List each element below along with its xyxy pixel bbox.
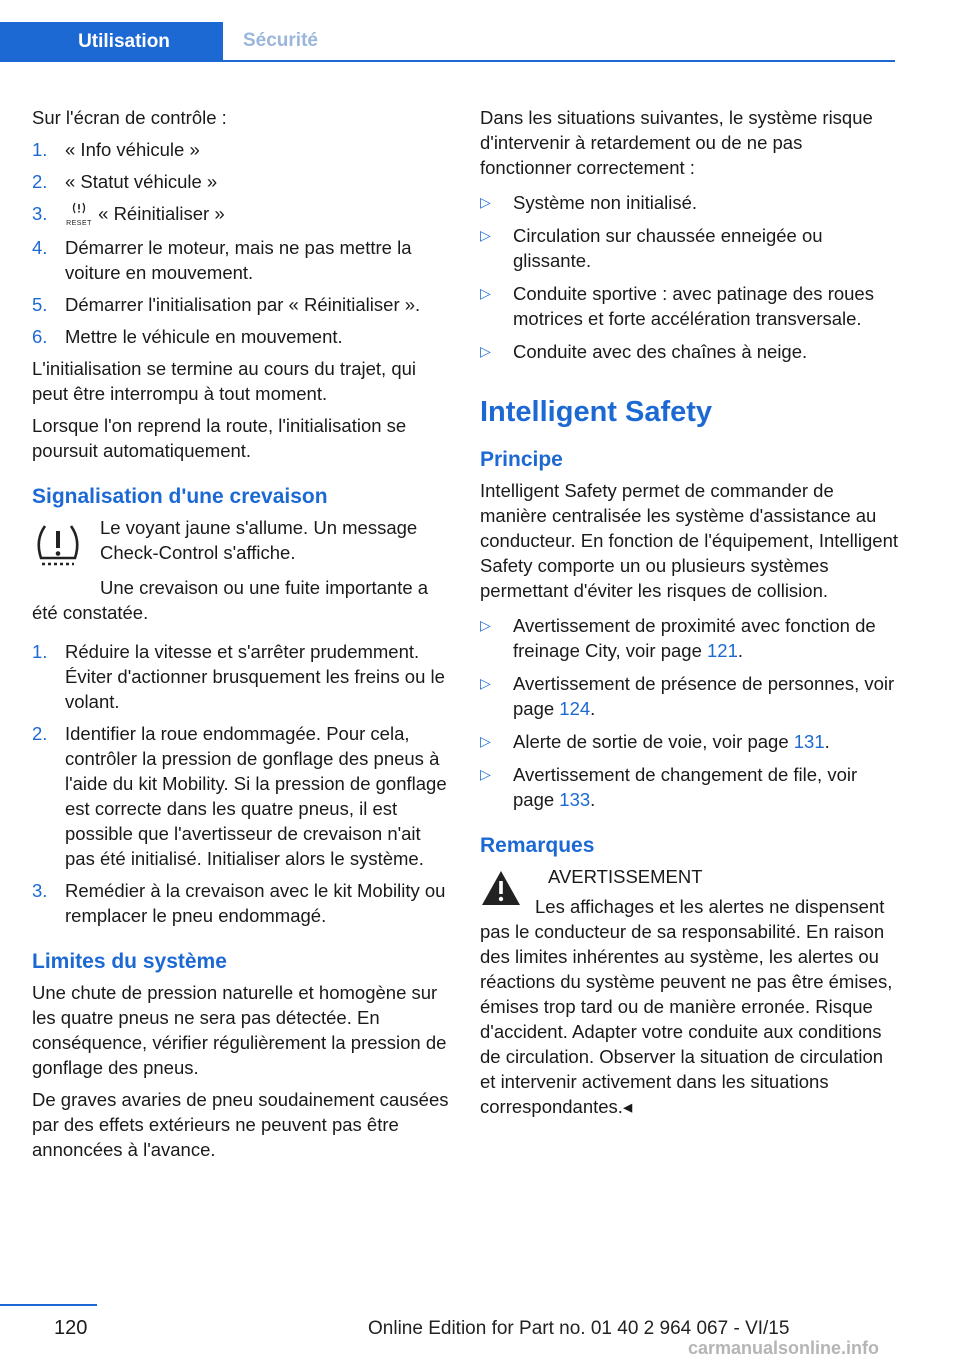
paragraph: Une chute de pression naturelle et homogène sur les quatre pneus ne sera pas détectée. En conséquence, vérifier régulièrement la pression de gonflage des pneus. <box>32 982 447 1079</box>
warning-text: Les affichages et les alertes ne dispensent pas le conducteur de sa responsabilité. En raison des limites inhérentes au système, les alertes ou réactions du système peuvent ne pas être émises, émises trop tard ou de manière erronée. Risque d'accident. Adapter votre conduite aux conditions de circulation. Observer la situation de circulation et intervenir activement dans les situations correspondantes.◂ <box>480 896 893 1117</box>
warning-title: AVERTISSEMENT <box>548 866 703 887</box>
left-column <box>32 105 452 1169</box>
heading-limites: Limites du système <box>32 950 227 974</box>
crevaison-block <box>32 515 452 575</box>
page-link[interactable]: 133 <box>559 789 591 810</box>
tire-pressure-warning-icon <box>32 518 84 570</box>
edition-text: Online Edition for Part no. 01 40 2 964 067 - VI/15 <box>368 1318 790 1339</box>
list-item: ▷ Avertissement de proximité avec fonction de freinage City, voir page 121. <box>480 615 876 661</box>
principe-text: Intelligent Safety permet de commander de manière centralisée les système d'assistance au conducteur. En fonction de l'équipement, Intelligent Safety comporte un ou plusieurs systèmes permettant d'éviter les risques de collision. <box>480 480 899 601</box>
list-item: 5. Démarrer l'initialisation par « Réinitialiser ». <box>32 294 421 316</box>
page-number: 120 <box>54 1317 88 1339</box>
list-item: 1. « Info véhicule » <box>32 139 200 160</box>
tab-securite[interactable]: Sécurité <box>243 30 318 51</box>
right-column <box>480 105 898 1126</box>
bullet-icon: ▷ <box>480 733 491 749</box>
bullet-icon: ▷ <box>480 285 491 301</box>
paragraph: De graves avaries de pneu soudainement causées par des effets extérieurs ne peuvent pas être annoncées à l'avance. <box>32 1089 449 1161</box>
page-link[interactable]: 131 <box>793 731 825 752</box>
footer-divider <box>0 1304 97 1306</box>
list-item: 3. Remédier à la crevaison avec le kit Mobility ou remplacer le pneu endommagé. <box>32 880 446 927</box>
situations-intro: Dans les situations suivantes, le système risque d'intervenir à retardement ou de ne pas fonctionner correctement : <box>480 107 873 178</box>
page-link[interactable]: 121 <box>707 640 738 661</box>
list-item: ▷ Circulation sur chaussée enneigée ou glissante. <box>480 225 823 271</box>
paragraph: Lorsque l'on reprend la route, l'initialisation se poursuit automatiquement. <box>32 415 407 462</box>
reset-icon: RESET <box>65 202 93 228</box>
heading-remarques: Remarques <box>480 834 595 857</box>
list-item: 1. Réduire la vitesse et s'arrêter prudemment. Éviter d'actionner brusquement les freins ou le volant. <box>32 641 445 713</box>
list-item: ▷ Avertissement de changement de file, voir page 133. <box>480 764 858 810</box>
list-item: 2. « Statut véhicule » <box>32 171 218 192</box>
header-divider <box>0 60 895 62</box>
heading-intelligent-safety: Intelligent Safety <box>480 396 713 428</box>
list-item: ▷ Alerte de sortie de voie, voir page 131. <box>480 731 830 752</box>
list-item: ▷ Conduite sportive : avec patinage des roues motrices et forte accélération transversale. <box>480 283 874 329</box>
crevaison-text-2: Une crevaison ou une fuite importante a été constatée. <box>32 577 429 624</box>
tab-utilisation[interactable]: Utilisation <box>0 22 223 62</box>
bullet-icon: ▷ <box>480 766 491 782</box>
list-item: ▷ Système non initialisé. <box>480 192 698 213</box>
list-item: 4. Démarrer le moteur, mais ne pas mettre la voiture en mouvement. <box>32 237 412 284</box>
situations-list <box>480 190 898 364</box>
bullet-icon: ▷ <box>480 617 491 633</box>
bullet-icon: ▷ <box>480 675 491 691</box>
header-tabs <box>0 22 895 62</box>
watermark: carmanualsonline.info <box>688 1338 880 1358</box>
steps-list-2 <box>32 639 452 928</box>
bullet-icon: ▷ <box>480 194 491 210</box>
crevaison-text: Le voyant jaune s'allume. Un message Check-Control s'affiche. <box>100 517 418 564</box>
bullet-icon: ▷ <box>480 227 491 243</box>
intro-text: Sur l'écran de contrôle : <box>32 107 227 128</box>
list-item: 3. RESET « Réinitialiser » <box>32 203 225 228</box>
heading-crevaison: Signalisation d'une crevaison <box>32 485 328 509</box>
list-item: ▷ Avertissement de présence de personnes, voir page 124. <box>480 673 895 719</box>
systems-list <box>480 613 898 812</box>
end-mark: ◂ <box>622 1096 633 1117</box>
paragraph: L'initialisation se termine au cours du trajet, qui peut être interrompu à tout moment. <box>32 358 417 405</box>
list-item: 2. Identifier la roue endommagée. Pour cela, contrôler la pression de gonflage des pneus à l'aide du kit Mobility. Si la pression de gonflage est correcte dans les quatre pneus, il est possible que l'avertisseur de crevaison n'ait pas été initialisé. Initialiser alors le système. <box>32 723 447 870</box>
steps-list-1 <box>32 137 452 349</box>
page-link[interactable]: 124 <box>559 698 591 719</box>
list-item: 6. Mettre le véhicule en mouvement. <box>32 326 343 348</box>
warning-block <box>480 864 898 914</box>
bullet-icon: ▷ <box>480 343 491 359</box>
heading-principe: Principe <box>480 448 563 471</box>
warning-triangle-icon <box>480 869 532 921</box>
list-item: ▷ Conduite avec des chaînes à neige. <box>480 341 808 362</box>
